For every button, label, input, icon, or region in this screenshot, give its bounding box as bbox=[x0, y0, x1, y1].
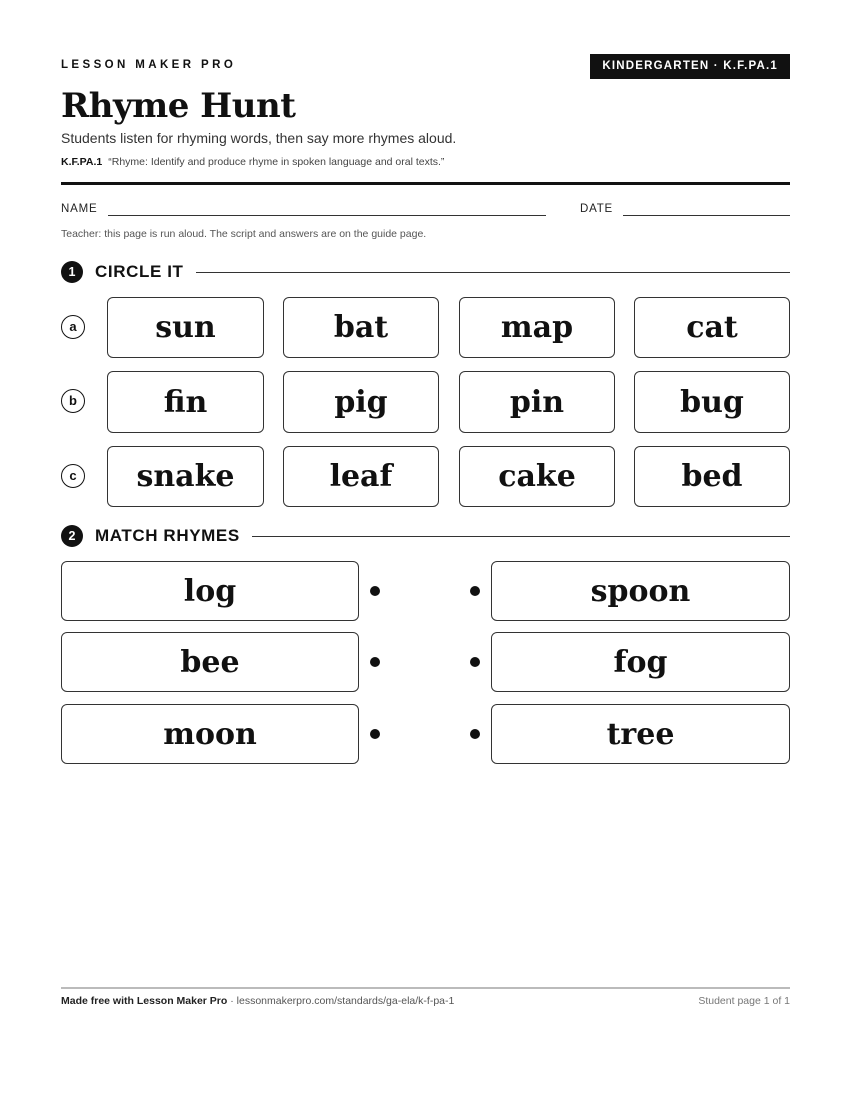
worksheet-page bbox=[61, 0, 790, 1100]
section-number-badge: 2 bbox=[61, 525, 83, 547]
word-card[interactable]: pin bbox=[459, 371, 615, 433]
word-card[interactable]: bat bbox=[283, 297, 439, 358]
name-field[interactable] bbox=[108, 215, 546, 216]
row-label-b: b bbox=[61, 389, 85, 413]
standard-text: “Rhyme: Identify and produce rhyme in spoken language and oral texts.” bbox=[108, 156, 445, 168]
word-card[interactable]: bed bbox=[634, 446, 790, 507]
match-dot-right[interactable] bbox=[470, 657, 480, 667]
match-dot-right[interactable] bbox=[470, 729, 480, 739]
word-card[interactable]: sun bbox=[107, 297, 264, 358]
word-card[interactable]: bug bbox=[634, 371, 790, 433]
word-card[interactable]: map bbox=[459, 297, 615, 358]
grade-badge: KINDERGARTEN · K.F.PA.1 bbox=[590, 54, 790, 79]
match-dot-right[interactable] bbox=[470, 586, 480, 596]
row-label-c: c bbox=[61, 464, 85, 488]
date-field[interactable] bbox=[623, 215, 790, 216]
match-dot-left[interactable] bbox=[370, 586, 380, 596]
match-dot-left[interactable] bbox=[370, 729, 380, 739]
header-divider bbox=[61, 182, 790, 185]
name-label: NAME bbox=[61, 203, 98, 215]
word-card[interactable]: cat bbox=[634, 297, 790, 358]
row-label-a: a bbox=[61, 315, 85, 339]
match-right-card[interactable]: spoon bbox=[491, 561, 790, 621]
word-card[interactable]: snake bbox=[107, 446, 264, 507]
teacher-note: Teacher: this page is run aloud. The script and answers are on the guide page. bbox=[61, 228, 427, 240]
section-title: MATCH RHYMES bbox=[95, 526, 252, 546]
match-right-card[interactable]: fog bbox=[491, 632, 790, 692]
footer-separator: · bbox=[227, 995, 237, 1007]
word-card[interactable]: fin bbox=[107, 371, 264, 433]
footer-url[interactable]: lessonmakerpro.com/standards/ga-ela/k-f-pa-1 bbox=[236, 995, 455, 1007]
footer-made-with: Made free with Lesson Maker Pro bbox=[61, 995, 228, 1007]
match-left-card[interactable]: bee bbox=[61, 632, 359, 692]
section-divider bbox=[95, 272, 790, 273]
match-left-card[interactable]: log bbox=[61, 561, 359, 621]
footer-page-info: Student page 1 of 1 bbox=[698, 995, 790, 1007]
student-info-row bbox=[61, 203, 790, 219]
match-left-card[interactable]: moon bbox=[61, 704, 359, 764]
date-label: DATE bbox=[580, 203, 614, 215]
page-subtitle: Students listen for rhyming words, then say more rhymes aloud. bbox=[61, 130, 457, 146]
standard-code: K.F.PA.1 bbox=[61, 156, 103, 168]
word-card[interactable]: leaf bbox=[283, 446, 439, 507]
word-card[interactable]: cake bbox=[459, 446, 615, 507]
section-circle-it-header bbox=[61, 261, 790, 283]
section-match-rhymes-header bbox=[61, 525, 790, 547]
word-card[interactable]: pig bbox=[283, 371, 439, 433]
section-title: CIRCLE IT bbox=[95, 262, 196, 282]
match-dot-left[interactable] bbox=[370, 657, 380, 667]
section-number-badge: 1 bbox=[61, 261, 83, 283]
standard-line bbox=[61, 156, 444, 168]
footer-credit bbox=[61, 995, 454, 1007]
footer-divider bbox=[61, 987, 790, 989]
brand-name: LESSON MAKER PRO bbox=[61, 59, 237, 71]
page-title: Rhyme Hunt bbox=[61, 86, 296, 126]
match-right-card[interactable]: tree bbox=[491, 704, 790, 764]
